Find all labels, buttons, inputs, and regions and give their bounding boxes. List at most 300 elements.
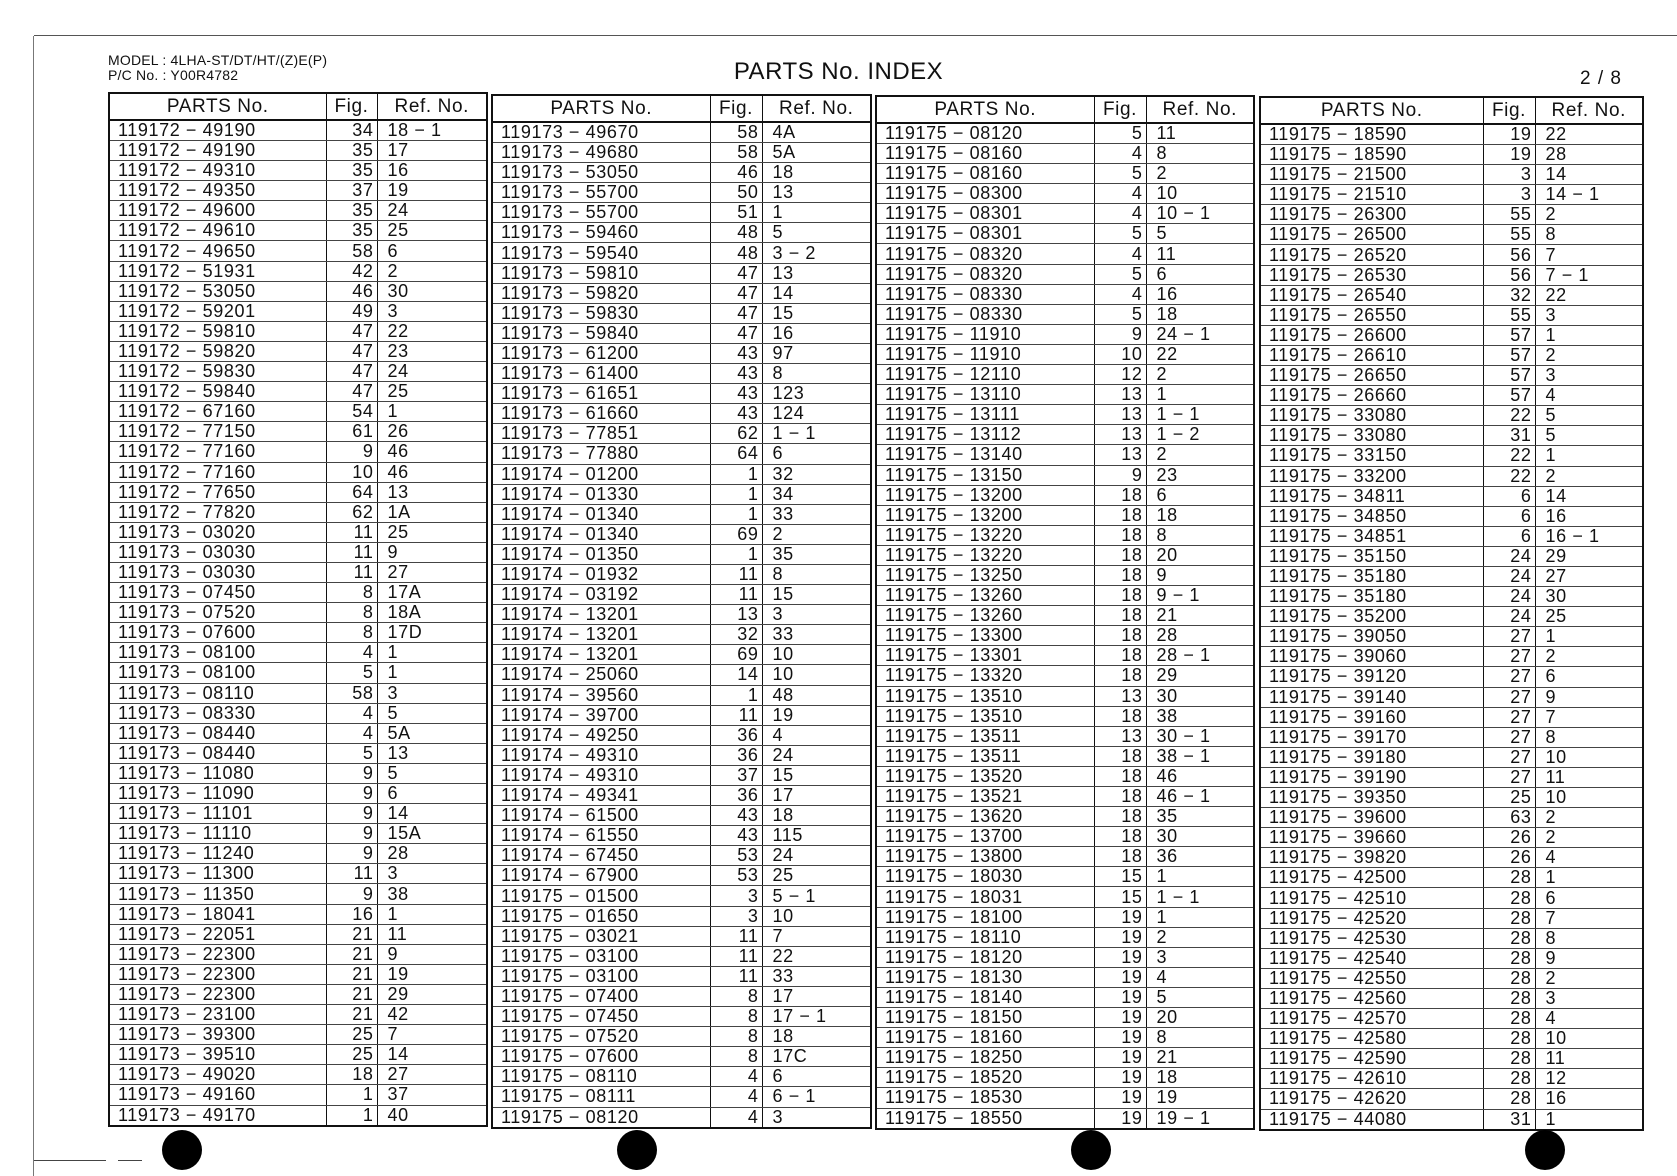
fig-cell: 9 [1094, 324, 1146, 344]
table-row [876, 726, 1254, 746]
ref-no-cell: 19 [762, 705, 871, 725]
ref-no-cell: 18 [762, 1027, 871, 1047]
top-border-line [34, 35, 1677, 36]
fig-cell: 27 [1483, 667, 1535, 687]
ref-no-cell: 14 [762, 283, 871, 303]
ref-no-cell: 5 [1535, 426, 1643, 446]
parts-no-cell: 119174 − 67900 [492, 866, 710, 886]
ref-no-cell: 29 [1535, 546, 1643, 566]
ref-no-cell: 23 [377, 341, 487, 361]
fig-cell: 47 [710, 283, 762, 303]
ref-no-cell: 13 [762, 183, 871, 203]
parts-no-cell: 119175 − 39820 [1260, 848, 1483, 868]
col-header-ref-no: Ref. No. [1535, 97, 1643, 124]
ref-no-cell: 1 [377, 402, 487, 422]
table-row [109, 623, 487, 643]
table-row [492, 966, 871, 986]
parts-no-cell: 119172 − 67160 [109, 402, 326, 422]
parts-no-cell: 119174 − 13201 [492, 645, 710, 665]
fig-cell: 18 [1094, 565, 1146, 585]
ref-no-cell: 35 [1146, 807, 1254, 827]
fig-cell: 1 [326, 1105, 377, 1126]
ref-no-cell: 34 [762, 484, 871, 504]
parts-no-cell: 119175 − 13260 [876, 586, 1094, 606]
fig-cell: 4 [710, 1107, 762, 1128]
fig-cell: 27 [1483, 767, 1535, 787]
parts-no-cell: 119172 − 51931 [109, 261, 326, 281]
table-row [492, 906, 871, 926]
fig-cell: 9 [326, 884, 377, 904]
fig-cell: 28 [1483, 948, 1535, 968]
fig-cell: 43 [710, 364, 762, 384]
fig-cell: 11 [710, 705, 762, 725]
table-row [109, 1025, 487, 1045]
fig-cell: 18 [1094, 746, 1146, 766]
parts-no-cell: 119175 − 18160 [876, 1028, 1094, 1048]
page-title: PARTS No. INDEX [733, 58, 944, 85]
parts-no-cell: 119175 − 08301 [876, 204, 1094, 224]
ref-no-cell: 18 [762, 163, 871, 183]
parts-no-cell: 119175 − 07600 [492, 1047, 710, 1067]
fig-cell: 36 [710, 745, 762, 765]
fig-cell: 26 [1483, 848, 1535, 868]
fig-cell: 11 [326, 522, 377, 542]
table-row [492, 283, 871, 303]
fig-cell: 3 [1483, 185, 1535, 205]
table-row [876, 164, 1254, 184]
table-row [492, 926, 871, 946]
ref-no-cell: 7 [377, 1025, 487, 1045]
ref-no-cell: 7 [1535, 908, 1643, 928]
fig-cell: 19 [1094, 947, 1146, 967]
ref-no-cell: 46 [377, 442, 487, 462]
parts-no-cell: 119175 − 18550 [876, 1108, 1094, 1129]
ref-no-cell: 22 [1535, 285, 1643, 305]
ref-no-cell: 40 [377, 1105, 487, 1126]
parts-no-cell: 119175 − 07450 [492, 1007, 710, 1027]
fig-cell: 5 [1094, 264, 1146, 284]
ref-no-cell: 24 [377, 201, 487, 221]
fig-cell: 21 [326, 944, 377, 964]
parts-no-cell: 119172 − 77820 [109, 502, 326, 522]
ref-no-cell: 17 − 1 [762, 1007, 871, 1027]
ref-no-cell: 4 [1535, 1009, 1643, 1029]
table-row [109, 603, 487, 623]
table-row [876, 144, 1254, 164]
fig-cell: 43 [710, 826, 762, 846]
table-row [492, 424, 871, 444]
parts-no-cell: 119175 − 13511 [876, 746, 1094, 766]
parts-no-cell: 119174 − 03192 [492, 585, 710, 605]
parts-no-cell: 119175 − 39190 [1260, 767, 1483, 787]
table-row [876, 123, 1254, 144]
ref-no-cell: 25 [377, 522, 487, 542]
ref-no-cell: 5 − 1 [762, 886, 871, 906]
parts-no-cell: 119175 − 13110 [876, 385, 1094, 405]
parts-no-cell: 119173 − 59810 [492, 263, 710, 283]
fig-cell: 27 [1483, 747, 1535, 767]
parts-no-cell: 119173 − 53050 [492, 163, 710, 183]
fig-cell: 19 [1094, 907, 1146, 927]
table-row [492, 1047, 871, 1067]
fig-cell: 11 [710, 564, 762, 584]
parts-no-cell: 119173 − 49170 [109, 1105, 326, 1126]
parts-no-cell: 119173 − 59540 [492, 243, 710, 263]
table-row [1260, 607, 1643, 627]
fig-cell: 13 [1094, 425, 1146, 445]
ref-no-cell: 2 [377, 261, 487, 281]
parts-no-cell: 119173 − 08100 [109, 663, 326, 683]
ref-no-cell: 15 [762, 585, 871, 605]
ref-no-cell: 25 [377, 221, 487, 241]
ref-no-cell: 33 [762, 625, 871, 645]
parts-no-cell: 119173 − 08100 [109, 643, 326, 663]
col-header-parts-no: PARTS No. [1260, 97, 1483, 124]
table-row [492, 1067, 871, 1087]
parts-no-cell: 119175 − 39600 [1260, 808, 1483, 828]
table-row [492, 986, 871, 1006]
table-row [876, 405, 1254, 425]
ref-no-cell: 4 [1146, 967, 1254, 987]
table-row [492, 464, 871, 484]
table-row [1260, 928, 1643, 948]
col-header-parts-no: PARTS No. [109, 93, 326, 120]
col-header-fig: Fig. [326, 93, 377, 120]
parts-no-cell: 119175 − 35180 [1260, 587, 1483, 607]
ref-no-cell: 5 [1146, 987, 1254, 1007]
table-row [492, 806, 871, 826]
parts-no-cell: 119175 − 08160 [876, 144, 1094, 164]
fig-cell: 9 [326, 804, 377, 824]
table-row [876, 505, 1254, 525]
table-row [1260, 366, 1643, 386]
fig-cell: 4 [1094, 244, 1146, 264]
ref-no-cell: 7 [1535, 245, 1643, 265]
ref-no-cell: 24 [762, 846, 871, 866]
table-row [1260, 988, 1643, 1008]
table-row [1260, 808, 1643, 828]
fig-cell: 4 [1094, 284, 1146, 304]
table-row [109, 281, 487, 301]
table-row [1260, 908, 1643, 928]
table-row [492, 866, 871, 886]
parts-no-cell: 119175 − 13800 [876, 847, 1094, 867]
parts-no-cell: 119172 − 49650 [109, 241, 326, 261]
ref-no-cell: 17 [762, 986, 871, 1006]
parts-no-cell: 119175 − 13200 [876, 485, 1094, 505]
table-row [876, 485, 1254, 505]
ref-no-cell: 21 [1146, 1048, 1254, 1068]
ref-no-cell: 17 [377, 141, 487, 161]
fig-cell: 6 [1483, 506, 1535, 526]
table-row [1260, 345, 1643, 365]
parts-no-cell: 119175 − 18590 [1260, 124, 1483, 145]
table-row [876, 967, 1254, 987]
parts-no-cell: 119174 − 39700 [492, 705, 710, 725]
ref-no-cell: 11 [1146, 244, 1254, 264]
parts-no-cell: 119174 − 01350 [492, 544, 710, 564]
fig-cell: 46 [326, 281, 377, 301]
fig-cell: 69 [710, 645, 762, 665]
fig-cell: 35 [326, 141, 377, 161]
table-row [492, 544, 871, 564]
pc-number-line: P/C No. : Y00R4782 [108, 67, 239, 83]
ref-no-cell: 25 [1535, 607, 1643, 627]
parts-no-cell: 119173 − 77880 [492, 444, 710, 464]
table-row [492, 323, 871, 343]
fig-cell: 57 [1483, 386, 1535, 406]
table-row [109, 482, 487, 502]
table-row [1260, 446, 1643, 466]
fig-cell: 19 [1094, 1108, 1146, 1129]
table-row [876, 565, 1254, 585]
parts-no-cell: 119173 − 61200 [492, 343, 710, 363]
ref-no-cell: 38 [377, 884, 487, 904]
fig-cell: 18 [326, 1065, 377, 1085]
table-row [1260, 406, 1643, 426]
parts-no-cell: 119173 − 03030 [109, 562, 326, 582]
fig-cell: 35 [326, 221, 377, 241]
fig-cell: 28 [1483, 888, 1535, 908]
fig-cell: 13 [1094, 686, 1146, 706]
parts-no-cell: 119173 − 08110 [109, 683, 326, 703]
parts-no-cell: 119175 − 34811 [1260, 486, 1483, 506]
table-row [492, 263, 871, 283]
fig-cell: 3 [1483, 165, 1535, 185]
parts-no-cell: 119175 − 13700 [876, 827, 1094, 847]
fig-cell: 27 [1483, 647, 1535, 667]
ref-no-cell: 123 [762, 384, 871, 404]
table-row [876, 1008, 1254, 1028]
binder-hole [1525, 1130, 1565, 1170]
fig-cell: 54 [326, 402, 377, 422]
table-row [492, 122, 871, 143]
fig-cell: 8 [710, 1047, 762, 1067]
ref-no-cell: 2 [1535, 466, 1643, 486]
table-row [492, 665, 871, 685]
parts-no-cell: 119172 − 77160 [109, 442, 326, 462]
ref-no-cell: 10 [762, 645, 871, 665]
table-row [1260, 1029, 1643, 1049]
table-row [109, 141, 487, 161]
fig-cell: 32 [1483, 285, 1535, 305]
parts-no-cell: 119172 − 59840 [109, 382, 326, 402]
ref-no-cell: 19 [377, 964, 487, 984]
fig-cell: 55 [1483, 305, 1535, 325]
ref-no-cell: 28 − 1 [1146, 646, 1254, 666]
parts-no-cell: 119173 − 07450 [109, 583, 326, 603]
ref-no-cell: 18A [377, 603, 487, 623]
binder-hole [1071, 1130, 1111, 1170]
table-row [876, 847, 1254, 867]
ref-no-cell: 48 [762, 685, 871, 705]
table-row [109, 884, 487, 904]
fig-cell: 51 [710, 203, 762, 223]
ref-no-cell: 8 [1535, 928, 1643, 948]
ref-no-cell: 2 [1146, 445, 1254, 465]
parts-no-cell: 119175 − 13520 [876, 766, 1094, 786]
fig-cell: 31 [1483, 1109, 1535, 1130]
table-row [492, 705, 871, 725]
fig-cell: 47 [710, 303, 762, 323]
fig-cell: 18 [1094, 706, 1146, 726]
parts-no-cell: 119175 − 42580 [1260, 1029, 1483, 1049]
parts-no-cell: 119175 − 18250 [876, 1048, 1094, 1068]
parts-no-cell: 119175 − 13220 [876, 525, 1094, 545]
fig-cell: 13 [1094, 726, 1146, 746]
fig-cell: 28 [1483, 1009, 1535, 1029]
ref-no-cell: 22 [1146, 344, 1254, 364]
parts-no-cell: 119172 − 53050 [109, 281, 326, 301]
fig-cell: 13 [710, 605, 762, 625]
fig-cell: 13 [1094, 405, 1146, 425]
fig-cell: 18 [1094, 606, 1146, 626]
ref-no-cell: 22 [1535, 124, 1643, 145]
ref-no-cell: 27 [377, 1065, 487, 1085]
fig-cell: 62 [710, 424, 762, 444]
table-row [876, 666, 1254, 686]
ref-no-cell: 32 [762, 464, 871, 484]
ref-no-cell: 6 [1146, 485, 1254, 505]
parts-no-cell: 119175 − 42550 [1260, 968, 1483, 988]
fig-cell: 1 [710, 464, 762, 484]
fig-cell: 8 [710, 1007, 762, 1027]
fig-cell: 3 [710, 906, 762, 926]
fig-cell: 4 [1094, 144, 1146, 164]
parts-no-cell: 119172 − 49610 [109, 221, 326, 241]
fig-cell: 25 [326, 1025, 377, 1045]
fig-cell: 58 [326, 241, 377, 261]
table-row [109, 583, 487, 603]
table-row [492, 1027, 871, 1047]
fig-cell: 21 [326, 964, 377, 984]
table-row [109, 462, 487, 482]
table-row [1260, 506, 1643, 526]
ref-no-cell: 1 [1146, 907, 1254, 927]
ref-no-cell: 3 − 2 [762, 243, 871, 263]
parts-no-cell: 119175 − 44080 [1260, 1109, 1483, 1130]
parts-no-cell: 119175 − 42570 [1260, 1009, 1483, 1029]
table-row [876, 324, 1254, 344]
ref-no-cell: 38 [1146, 706, 1254, 726]
parts-no-cell: 119175 − 42560 [1260, 988, 1483, 1008]
ref-no-cell: 2 [1535, 345, 1643, 365]
table-row [492, 605, 871, 625]
fig-cell: 8 [710, 986, 762, 1006]
table-row [492, 685, 871, 705]
fig-cell: 19 [1094, 1048, 1146, 1068]
parts-no-cell: 119175 − 26600 [1260, 325, 1483, 345]
ref-no-cell: 5A [762, 143, 871, 163]
parts-no-cell: 119173 − 08330 [109, 703, 326, 723]
parts-no-cell: 119175 − 13112 [876, 425, 1094, 445]
table-row [109, 784, 487, 804]
bottom-tick-mark [118, 1160, 142, 1161]
col-header-ref-no: Ref. No. [762, 95, 871, 122]
fig-cell: 69 [710, 524, 762, 544]
ref-no-cell: 1A [377, 502, 487, 522]
table-row [876, 907, 1254, 927]
fig-cell: 10 [1094, 344, 1146, 364]
fig-cell: 5 [1094, 304, 1146, 324]
table-row [492, 1007, 871, 1027]
ref-no-cell: 1 [1535, 325, 1643, 345]
ref-no-cell: 33 [762, 966, 871, 986]
ref-no-cell: 2 [1535, 968, 1643, 988]
fig-cell: 57 [1483, 366, 1535, 386]
fig-cell: 18 [1094, 626, 1146, 646]
table-row [109, 1085, 487, 1105]
table-row [109, 1005, 487, 1025]
table-row [876, 1108, 1254, 1129]
ref-no-cell: 12 [1535, 1069, 1643, 1089]
fig-cell: 19 [1094, 967, 1146, 987]
parts-no-cell: 119175 − 07520 [492, 1027, 710, 1047]
table-row [876, 525, 1254, 545]
table-row [876, 465, 1254, 485]
table-row [1260, 124, 1643, 145]
parts-no-cell: 119173 − 08440 [109, 743, 326, 763]
parts-no-cell: 119175 − 26660 [1260, 386, 1483, 406]
parts-no-cell: 119172 − 49600 [109, 201, 326, 221]
fig-cell: 3 [710, 886, 762, 906]
fig-cell: 27 [1483, 707, 1535, 727]
parts-no-cell: 119174 − 61550 [492, 826, 710, 846]
table-row [1260, 486, 1643, 506]
fig-cell: 4 [326, 643, 377, 663]
fig-cell: 63 [1483, 808, 1535, 828]
fig-cell: 9 [326, 442, 377, 462]
parts-no-cell: 119175 − 13521 [876, 787, 1094, 807]
fig-cell: 35 [326, 201, 377, 221]
ref-no-cell: 2 [1146, 164, 1254, 184]
ref-no-cell: 124 [762, 404, 871, 424]
parts-no-cell: 119175 − 21500 [1260, 165, 1483, 185]
fig-cell: 11 [710, 926, 762, 946]
fig-cell: 4 [1094, 204, 1146, 224]
ref-no-cell: 18 [762, 806, 871, 826]
ref-no-cell: 1 [762, 203, 871, 223]
fig-cell: 18 [1094, 505, 1146, 525]
table-row [876, 706, 1254, 726]
fig-cell: 1 [710, 544, 762, 564]
parts-no-cell: 119175 − 33080 [1260, 406, 1483, 426]
fig-cell: 9 [326, 824, 377, 844]
ref-no-cell: 14 − 1 [1535, 185, 1643, 205]
fig-cell: 5 [1094, 164, 1146, 184]
fig-cell: 8 [326, 623, 377, 643]
table-row [492, 786, 871, 806]
fig-cell: 58 [710, 143, 762, 163]
fig-cell: 43 [710, 404, 762, 424]
fig-cell: 28 [1483, 928, 1535, 948]
table-row [109, 1105, 487, 1126]
fig-cell: 28 [1483, 868, 1535, 888]
fig-cell: 21 [326, 984, 377, 1004]
parts-no-cell: 119175 − 33150 [1260, 446, 1483, 466]
ref-no-cell: 16 [762, 323, 871, 343]
parts-no-cell: 119173 − 55700 [492, 183, 710, 203]
parts-no-cell: 119174 − 49310 [492, 745, 710, 765]
table-row [1260, 788, 1643, 808]
ref-no-cell: 18 [1146, 505, 1254, 525]
parts-no-cell: 119175 − 33080 [1260, 426, 1483, 446]
fig-cell: 31 [1483, 426, 1535, 446]
ref-no-cell: 1 [1535, 868, 1643, 888]
fig-cell: 64 [710, 444, 762, 464]
table-row [876, 867, 1254, 887]
fig-cell: 18 [1094, 766, 1146, 786]
